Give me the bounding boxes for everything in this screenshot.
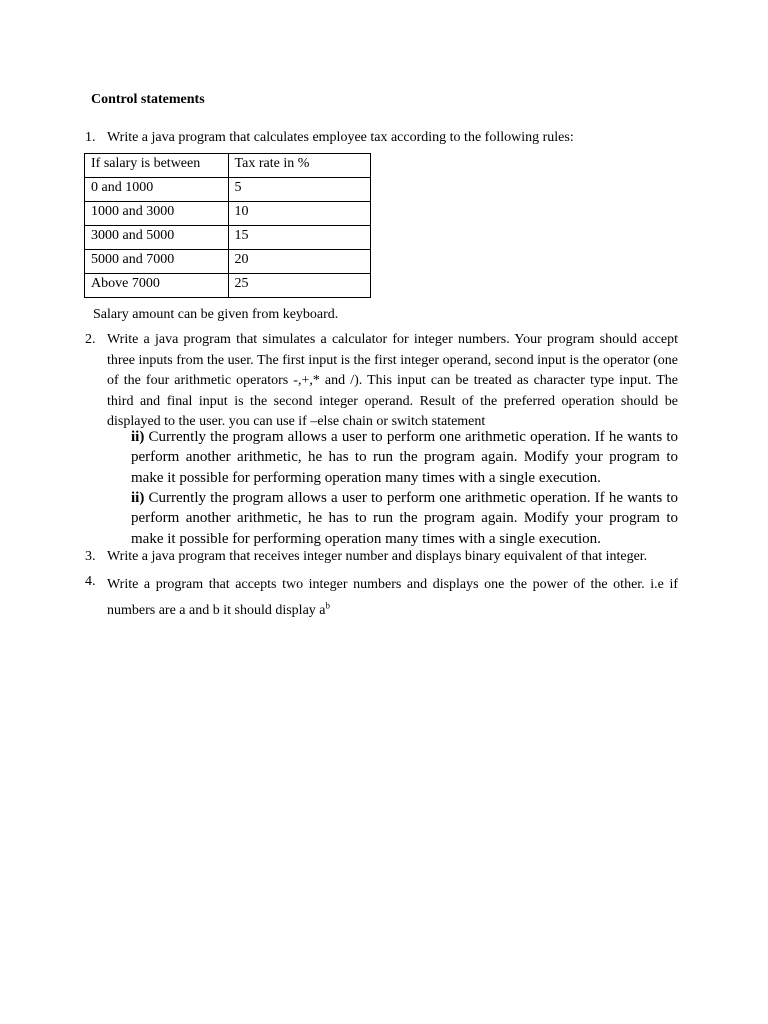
question-number: 3. xyxy=(85,549,96,564)
sub-question-label: ii) xyxy=(131,490,145,506)
salary-note: Salary amount can be given from keyboard. xyxy=(93,307,339,322)
table-cell: Above 7000 xyxy=(85,274,229,298)
table-row xyxy=(85,274,371,298)
table-cell: 0 and 1000 xyxy=(85,178,229,202)
question-2 xyxy=(85,330,678,433)
question-1 xyxy=(85,128,678,149)
question-text: Write a java program that simulates a calculator for integer numbers. Your program should accept three inputs from the user. The first input is the first integer operand, second input is the operator (one of the four arithmetic operators -,+,* and /). This input can be treated as character type input. The third and final input is the second integer operand. Result of the preferred operation should be displayed to the user. you can use if –else chain or switch statement xyxy=(107,332,678,429)
table-cell: 15 xyxy=(228,226,370,250)
question-text: Write a java program that calculates employee tax according to the following rules: xyxy=(107,130,574,145)
sub-question-2 xyxy=(131,488,678,549)
table-row xyxy=(85,202,371,226)
table-cell: 20 xyxy=(228,250,370,274)
table-row xyxy=(85,250,371,274)
tax-rate-table xyxy=(84,153,371,298)
superscript-exponent: b xyxy=(325,600,331,611)
question-number: 4. xyxy=(85,574,96,589)
question-text: Write a java program that receives integer number and displays binary equivalent of that integer. xyxy=(107,549,648,564)
table-header-row xyxy=(85,154,371,178)
sub-question-text: Currently the program allows a user to perform one arithmetic operation. If he wants to perform another arithmetic, he has to run the program again. Modify your program to make it possible for performing operation many times with a single execution. xyxy=(131,429,678,486)
question-3 xyxy=(85,547,678,568)
table-row xyxy=(85,178,371,202)
table-row xyxy=(85,226,371,250)
question-number: 2. xyxy=(85,332,96,347)
table-cell: 3000 and 5000 xyxy=(85,226,229,250)
question-text-main: Write a program that accepts two integer numbers and displays one the power of the other. i.e if numbers are a and b it should display a xyxy=(107,577,678,618)
table-header-cell: Tax rate in % xyxy=(228,154,370,178)
table-cell: 1000 and 3000 xyxy=(85,202,229,226)
sub-question-label: ii) xyxy=(131,429,145,445)
sub-question-text: Currently the program allows a user to perform one arithmetic operation. If he wants to perform another arithmetic, he has to run the program again. Modify your program to make it possible for performing operation many times with a single execution. xyxy=(131,490,678,547)
sub-question-1 xyxy=(131,427,678,488)
table-header-cell: If salary is between xyxy=(85,154,229,178)
table-cell: 10 xyxy=(228,202,370,226)
table-cell: 5 xyxy=(228,178,370,202)
question-text xyxy=(107,572,678,624)
table-cell: 5000 and 7000 xyxy=(85,250,229,274)
table-cell: 25 xyxy=(228,274,370,298)
section-heading: Control statements xyxy=(91,92,205,107)
question-number: 1. xyxy=(85,130,96,145)
question-4 xyxy=(85,572,678,624)
